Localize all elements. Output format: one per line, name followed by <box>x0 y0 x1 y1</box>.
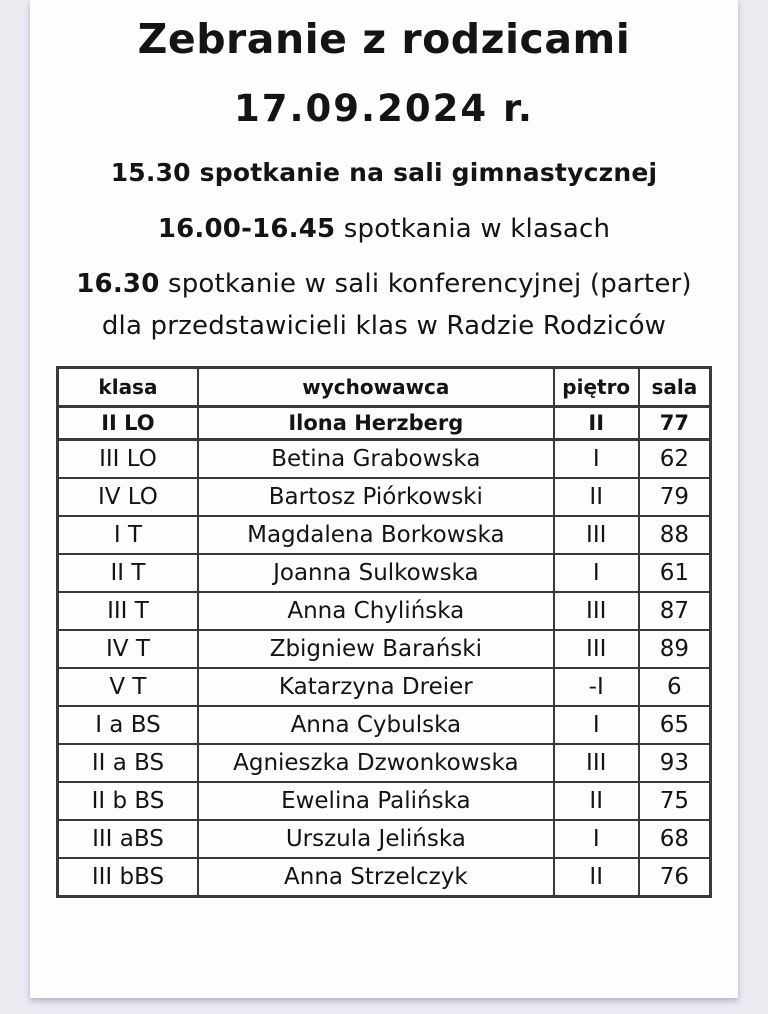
cell-wychowawca: Joanna Sulkowska <box>198 554 554 592</box>
page-title: Zebranie z rodzicami <box>137 15 631 63</box>
cell-sala: 62 <box>639 440 711 479</box>
schedule-line-council <box>30 311 738 341</box>
cell-sala: 76 <box>639 858 711 897</box>
cell-klasa: II LO <box>58 407 198 440</box>
cell-pietro: I <box>554 706 639 744</box>
cell-pietro: I <box>554 440 639 479</box>
cell-sala: 88 <box>639 516 711 554</box>
cell-klasa: IV LO <box>58 478 198 516</box>
table-row <box>58 744 711 782</box>
col-header-klasa: klasa <box>58 368 198 407</box>
cell-wychowawca: Agnieszka Dzwonkowska <box>198 744 554 782</box>
cell-pietro: III <box>554 516 639 554</box>
cell-pietro: I <box>554 820 639 858</box>
cell-wychowawca: Anna Strzelczyk <box>198 858 554 897</box>
col-header-sala: sala <box>639 368 711 407</box>
schedule-line-classrooms <box>30 214 738 244</box>
cell-sala: 93 <box>639 744 711 782</box>
cell-klasa: II T <box>58 554 198 592</box>
cell-wychowawca: Anna Cybulska <box>198 706 554 744</box>
table-row <box>58 630 711 668</box>
cell-klasa: V T <box>58 668 198 706</box>
schedule-time: 16.30 <box>76 269 160 300</box>
cell-klasa: III T <box>58 592 198 630</box>
schedule-time: 15.30 <box>110 158 191 188</box>
cell-pietro: II <box>554 858 639 897</box>
table-header <box>58 368 711 407</box>
cell-pietro: III <box>554 592 639 630</box>
table-row <box>58 592 711 630</box>
cell-wychowawca: Ewelina Palińska <box>198 782 554 820</box>
cell-sala: 87 <box>639 592 711 630</box>
cell-wychowawca: Anna Chylińska <box>198 592 554 630</box>
cell-klasa: II a BS <box>58 744 198 782</box>
table-row <box>58 554 711 592</box>
cell-klasa: I T <box>58 516 198 554</box>
table-body <box>58 407 711 897</box>
schedule-text: spotkanie w sali konferencyjnej (parter) <box>159 269 692 300</box>
cell-wychowawca: Ilona Herzberg <box>198 407 554 440</box>
cell-wychowawca: Urszula Jelińska <box>198 820 554 858</box>
cell-sala: 77 <box>639 407 711 440</box>
table-row <box>58 820 711 858</box>
cell-klasa: I a BS <box>58 706 198 744</box>
cell-sala: 65 <box>639 706 711 744</box>
col-header-pietro: piętro <box>554 368 639 407</box>
cell-sala: 79 <box>639 478 711 516</box>
cell-pietro: -I <box>554 668 639 706</box>
cell-pietro: II <box>554 407 639 440</box>
cell-pietro: III <box>554 744 639 782</box>
table-row <box>58 440 711 479</box>
meeting-date: 17.09.2024 r. <box>234 87 534 131</box>
schedule-line-conference <box>30 269 738 299</box>
table-row <box>58 858 711 897</box>
table-row <box>58 668 711 706</box>
table-header-row <box>58 368 711 407</box>
document-page <box>30 0 738 998</box>
cell-pietro: II <box>554 782 639 820</box>
cell-wychowawca: Betina Grabowska <box>198 440 554 479</box>
cell-pietro: I <box>554 554 639 592</box>
cell-wychowawca: Magdalena Borkowska <box>198 516 554 554</box>
col-header-wychowawca: wychowawca <box>198 368 554 407</box>
cell-sala: 6 <box>639 668 711 706</box>
schedule-time: 16.00-16.45 <box>157 214 336 245</box>
schedule-text: dla przedstawicieli klas w Radzie Rodziców <box>101 311 667 342</box>
cell-wychowawca: Zbigniew Barański <box>198 630 554 668</box>
cell-wychowawca: Katarzyna Dreier <box>198 668 554 706</box>
cell-klasa: IV T <box>58 630 198 668</box>
table-row <box>58 706 711 744</box>
cell-pietro: III <box>554 630 639 668</box>
schedule-text: spotkania w klasach <box>335 214 611 245</box>
meeting-table <box>56 366 712 898</box>
cell-sala: 68 <box>639 820 711 858</box>
cell-sala: 75 <box>639 782 711 820</box>
table-row <box>58 407 711 440</box>
schedule-line-gym <box>30 158 738 187</box>
cell-klasa: II b BS <box>58 782 198 820</box>
cell-wychowawca: Bartosz Piórkowski <box>198 478 554 516</box>
cell-klasa: III LO <box>58 440 198 479</box>
table-row <box>58 478 711 516</box>
cell-pietro: II <box>554 478 639 516</box>
cell-klasa: III aBS <box>58 820 198 858</box>
schedule-text: spotkanie na sali gimnastycznej <box>190 158 658 188</box>
table-row <box>58 516 711 554</box>
cell-sala: 89 <box>639 630 711 668</box>
cell-sala: 61 <box>639 554 711 592</box>
cell-klasa: III bBS <box>58 858 198 897</box>
table-row <box>58 782 711 820</box>
